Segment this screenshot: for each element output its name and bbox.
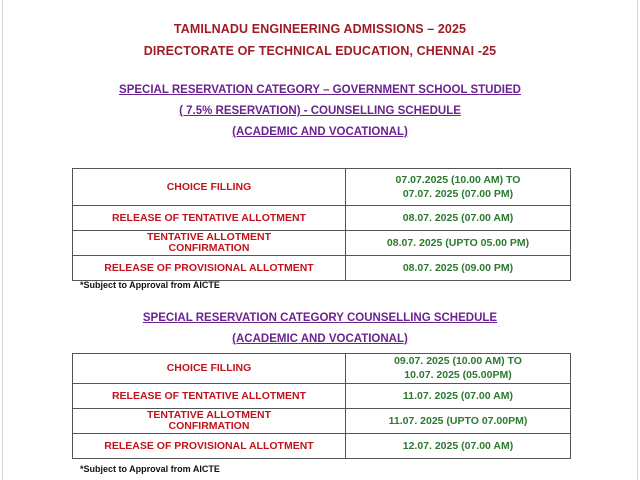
section2-schedule-table bbox=[72, 353, 571, 459]
document-subtitle: DIRECTORATE OF TECHNICAL EDUCATION, CHENNAI -25 bbox=[143, 44, 497, 58]
event-cell: TENTATIVE ALLOTMENT CONFIRMATION bbox=[73, 409, 346, 434]
date-cell: 08.07. 2025 (07.00 AM) bbox=[346, 206, 571, 231]
document-title: TAMILNADU ENGINEERING ADMISSIONS – 2025 bbox=[173, 22, 467, 36]
date-cell: 11.07. 2025 (07.00 AM) bbox=[346, 384, 571, 409]
table-row bbox=[73, 384, 571, 409]
event-cell: CHOICE FILLING bbox=[73, 169, 346, 206]
date-cell: 09.07. 2025 (10.00 AM) TO 10.07. 2025 (05.00PM) bbox=[346, 354, 571, 384]
table-row bbox=[73, 169, 571, 206]
table-row bbox=[73, 256, 571, 281]
event-cell: RELEASE OF TENTATIVE ALLOTMENT bbox=[73, 206, 346, 231]
table-row bbox=[73, 354, 571, 384]
table-row bbox=[73, 206, 571, 231]
event-cell: TENTATIVE ALLOTMENT CONFIRMATION bbox=[73, 231, 346, 256]
section1-heading-line3: (ACADEMIC AND VOCATIONAL) bbox=[232, 126, 408, 138]
date-cell: 08.07. 2025 (09.00 PM) bbox=[346, 256, 571, 281]
section2-heading-line1: SPECIAL RESERVATION CATEGORY COUNSELLING SCHEDULE bbox=[142, 312, 498, 324]
section1-heading-line2: ( 7.5% RESERVATION) - COUNSELLING SCHEDULE bbox=[179, 105, 461, 117]
section1-schedule-table bbox=[72, 168, 571, 281]
date-cell: 08.07. 2025 (UPTO 05.00 PM) bbox=[346, 231, 571, 256]
event-cell: RELEASE OF TENTATIVE ALLOTMENT bbox=[73, 384, 346, 409]
date-cell: 12.07. 2025 (07.00 AM) bbox=[346, 434, 571, 459]
section1-note: *Subject to Approval from AICTE bbox=[80, 280, 220, 290]
table-row bbox=[73, 434, 571, 459]
section2-note: *Subject to Approval from AICTE bbox=[80, 464, 220, 474]
section2-heading-line2: (ACADEMIC AND VOCATIONAL) bbox=[232, 333, 408, 345]
date-cell: 11.07. 2025 (UPTO 07.00PM) bbox=[346, 409, 571, 434]
table-row bbox=[73, 231, 571, 256]
event-cell: RELEASE OF PROVISIONAL ALLOTMENT bbox=[73, 434, 346, 459]
date-cell: 07.07.2025 (10.00 AM) TO 07.07. 2025 (07.00 PM) bbox=[346, 169, 571, 206]
event-cell: RELEASE OF PROVISIONAL ALLOTMENT bbox=[73, 256, 346, 281]
table-row bbox=[73, 409, 571, 434]
event-cell: CHOICE FILLING bbox=[73, 354, 346, 384]
section1-heading-line1: SPECIAL RESERVATION CATEGORY – GOVERNMENT SCHOOL STUDIED bbox=[119, 84, 521, 96]
